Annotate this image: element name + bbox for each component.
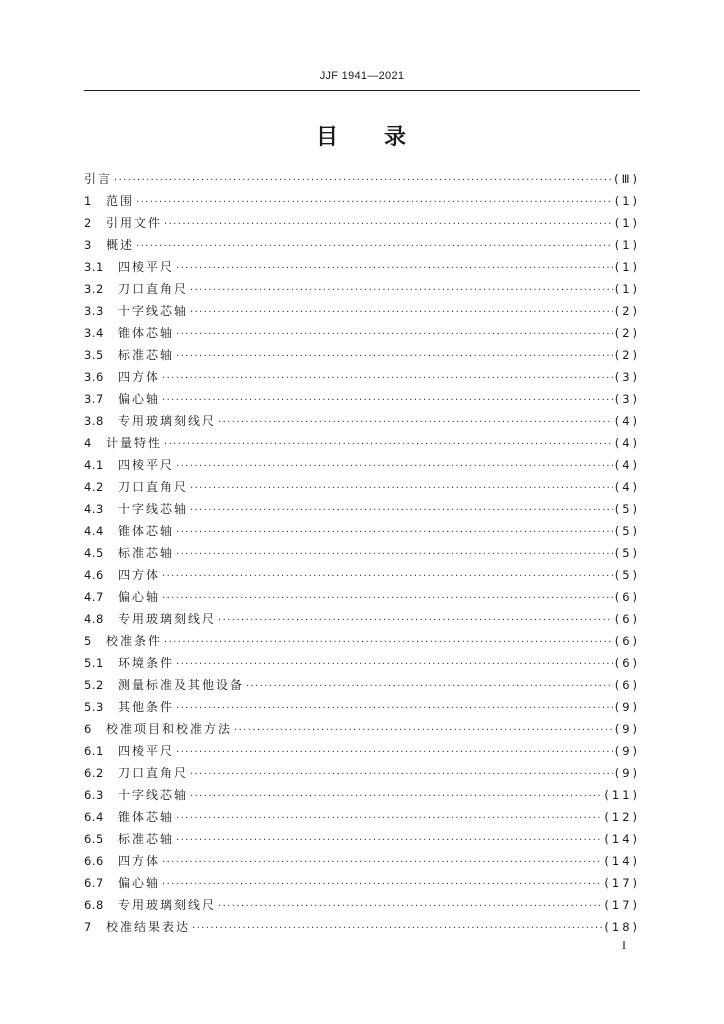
toc-entry-title: 校准结果表达 [106, 920, 191, 934]
toc-dot-leader [176, 258, 613, 280]
toc-dot-leader [190, 764, 613, 786]
toc-entry-number: 4.8 [84, 612, 104, 626]
toc-entry [84, 454, 640, 476]
toc-entry-number: 3.6 [84, 370, 104, 384]
toc-entry-title: 测量标准及其他设备 [118, 678, 245, 692]
toc-dot-leader [190, 786, 602, 808]
toc-entry [84, 586, 640, 608]
toc-entry-title: 范围 [106, 194, 135, 208]
toc-dot-leader [190, 280, 613, 302]
toc-dot-leader [176, 742, 613, 764]
toc-dot-leader [162, 852, 602, 874]
toc-dot-leader [190, 500, 613, 522]
document-code: JJF 1941—2021 [319, 70, 405, 82]
toc-entry [84, 696, 640, 718]
toc-dot-leader [162, 874, 602, 896]
toc-entry [84, 388, 640, 410]
toc-entry-number: 6.5 [84, 832, 104, 846]
toc-entry-number: 6.1 [84, 744, 104, 758]
toc-entry-page: (14) [604, 854, 640, 868]
toc-entry-number: 3.5 [84, 348, 104, 362]
toc-dot-leader [218, 412, 613, 434]
toc-entry-number: 5.1 [84, 656, 104, 670]
toc-entry-title: 专用玻璃刻线尺 [118, 612, 217, 626]
toc-entry [84, 718, 640, 740]
toc-entry-number: 3.4 [84, 326, 104, 340]
toc-entry-number: 5.3 [84, 700, 104, 714]
toc-entry-title: 计量特性 [106, 436, 163, 450]
toc-entry-page: (1) [614, 194, 640, 208]
header-rule [84, 90, 640, 91]
toc-entry [84, 608, 640, 630]
toc-entry-page: (9) [614, 722, 640, 736]
toc-entry [84, 564, 640, 586]
toc-entry-title: 环境条件 [118, 656, 175, 670]
toc-dot-leader [164, 434, 613, 456]
toc-entry-number: 4.6 [84, 568, 104, 582]
toc-entry-title: 校准条件 [106, 634, 163, 648]
toc-entry-title: 刀口直角尺 [118, 282, 189, 296]
toc-entry-title: 四棱平尺 [118, 458, 175, 472]
toc-dot-leader [192, 918, 602, 940]
toc-entry-number: 3.3 [84, 304, 104, 318]
toc-dot-leader [176, 654, 613, 676]
toc-entry-number: 6.6 [84, 854, 104, 868]
toc-entry [84, 212, 640, 234]
toc-entry-title: 引言 [84, 172, 113, 186]
toc-entry [84, 410, 640, 432]
toc-entry-page: (2) [614, 304, 640, 318]
toc-dot-leader [136, 236, 613, 258]
toc-entry-number: 6.3 [84, 788, 104, 802]
toc-entry-page: (2) [614, 348, 640, 362]
toc-entry-number: 1 [84, 194, 92, 208]
toc-entry-page: (5) [614, 568, 640, 582]
toc-entry-page: (5) [614, 546, 640, 560]
toc-entry [84, 366, 640, 388]
toc-entry-page: (18) [604, 920, 640, 934]
toc-entry-page: (17) [604, 876, 640, 890]
page-number: I [622, 938, 626, 952]
toc-entry-title: 概述 [106, 238, 135, 252]
toc-entry-title: 偏心轴 [118, 590, 161, 604]
toc-entry-title: 刀口直角尺 [118, 480, 189, 494]
page-title-char-2: 录 [384, 125, 409, 150]
toc-entry-page: (12) [604, 810, 640, 824]
toc-entry-number: 3.1 [84, 260, 104, 274]
toc-entry-title: 专用玻璃刻线尺 [118, 898, 217, 912]
toc-entry-title: 锥体芯轴 [118, 326, 175, 340]
toc-entry-number: 3 [84, 238, 92, 252]
toc-entry-page: (9) [614, 744, 640, 758]
toc-entry-title: 标准芯轴 [118, 546, 175, 560]
toc-dot-leader [176, 698, 613, 720]
toc-entry-number: 2 [84, 216, 92, 230]
toc-dot-leader [162, 390, 613, 412]
toc-entry-title: 锥体芯轴 [118, 524, 175, 538]
toc-dot-leader [164, 214, 613, 236]
toc-entry-number: 4.4 [84, 524, 104, 538]
toc-entry-title: 十字线芯轴 [118, 304, 189, 318]
toc-dot-leader [164, 632, 613, 654]
toc-entry [84, 630, 640, 652]
toc-entry-page: (6) [614, 612, 640, 626]
toc-entry-number: 5 [84, 634, 92, 648]
toc-entry-number: 6.8 [84, 898, 104, 912]
toc-entry [84, 322, 640, 344]
toc-dot-leader [218, 896, 602, 918]
toc-entry-title: 引用文件 [106, 216, 163, 230]
toc-entry [84, 916, 640, 938]
toc-entry [84, 476, 640, 498]
toc-entry-page: (17) [604, 898, 640, 912]
toc-entry [84, 278, 640, 300]
toc-entry-page: (3) [614, 392, 640, 406]
toc-entry-page: (1) [614, 282, 640, 296]
page-title-char-1: 目 [315, 125, 340, 150]
toc-dot-leader [176, 830, 602, 852]
toc-entry-page: (6) [614, 656, 640, 670]
toc-entry-page: (6) [614, 590, 640, 604]
toc-entry [84, 652, 640, 674]
toc-dot-leader [176, 808, 602, 830]
toc-entry [84, 520, 640, 542]
toc-entry-number: 4.7 [84, 590, 104, 604]
toc-entry-number: 4.5 [84, 546, 104, 560]
toc-entry-title: 刀口直角尺 [118, 766, 189, 780]
toc-entry-page: (4) [614, 436, 640, 450]
toc-entry [84, 190, 640, 212]
toc-dot-leader [176, 346, 613, 368]
toc-dot-leader [190, 302, 613, 324]
toc-entry-title: 偏心轴 [118, 876, 161, 890]
toc-dot-leader [162, 368, 613, 390]
toc-dot-leader [176, 544, 613, 566]
toc-entry [84, 234, 640, 256]
toc-dot-leader [176, 522, 613, 544]
toc-dot-leader [162, 566, 613, 588]
toc-entry [84, 872, 640, 894]
toc-entry-title: 专用玻璃刻线尺 [118, 414, 217, 428]
toc-entry [84, 256, 640, 278]
toc-entry-title: 十字线芯轴 [118, 502, 189, 516]
toc-dot-leader [136, 192, 613, 214]
toc-entry-title: 偏心轴 [118, 392, 161, 406]
toc-entry-title: 四棱平尺 [118, 260, 175, 274]
toc-entry-page: (9) [614, 700, 640, 714]
toc-entry-title: 四方体 [118, 370, 161, 384]
toc-dot-leader [114, 170, 612, 192]
toc-entry-page: (4) [614, 458, 640, 472]
toc-entry [84, 300, 640, 322]
toc-entry [84, 674, 640, 696]
toc-entry-number: 6.4 [84, 810, 104, 824]
toc-entry-page: (4) [614, 480, 640, 494]
toc-entry-number: 4 [84, 436, 92, 450]
toc-dot-leader [176, 324, 613, 346]
toc-entry-page: (1) [614, 216, 640, 230]
toc-entry [84, 806, 640, 828]
toc-entry-title: 标准芯轴 [118, 832, 175, 846]
toc-entry-page: (1) [614, 238, 640, 252]
toc-entry-title: 锥体芯轴 [118, 810, 175, 824]
toc-entry-title: 标准芯轴 [118, 348, 175, 362]
toc-entry-page: (5) [614, 502, 640, 516]
toc-dot-leader [162, 588, 613, 610]
toc-entry-page: (6) [614, 678, 640, 692]
toc-dot-leader [176, 456, 613, 478]
toc-entry-page: (9) [614, 766, 640, 780]
toc-entry [84, 740, 640, 762]
toc-entry-title: 四方体 [118, 568, 161, 582]
toc-entry-page: (2) [614, 326, 640, 340]
toc-dot-leader [246, 676, 613, 698]
toc-entry-number: 7 [84, 920, 92, 934]
toc-entry [84, 828, 640, 850]
toc-entry-page: (1) [614, 260, 640, 274]
toc-entry-number: 3.8 [84, 414, 104, 428]
toc-entry-number: 6.7 [84, 876, 104, 890]
toc-entry [84, 784, 640, 806]
toc-entry-page: (5) [614, 524, 640, 538]
toc-entry-number: 6.2 [84, 766, 104, 780]
toc-entry-page: (Ⅲ) [614, 172, 640, 186]
toc-entry-number: 4.1 [84, 458, 104, 472]
toc-entry [84, 168, 640, 190]
toc-entry-title: 四棱平尺 [118, 744, 175, 758]
toc-entry-number: 3.7 [84, 392, 104, 406]
toc-entry-title: 校准项目和校准方法 [106, 722, 233, 736]
page-title [0, 120, 724, 151]
toc-entry-number: 6 [84, 722, 92, 736]
toc-entry-title: 其他条件 [118, 700, 175, 714]
toc-entry [84, 498, 640, 520]
toc-entry [84, 850, 640, 872]
toc-dot-leader [218, 610, 613, 632]
toc-entry-number: 5.2 [84, 678, 104, 692]
toc-dot-leader [190, 478, 613, 500]
toc-entry-page: (4) [614, 414, 640, 428]
toc-entry-number: 4.3 [84, 502, 104, 516]
toc-entry [84, 344, 640, 366]
toc-entry-page: (11) [604, 788, 640, 802]
toc-entry [84, 762, 640, 784]
toc-entry [84, 894, 640, 916]
table-of-contents [84, 168, 640, 938]
toc-entry-title: 四方体 [118, 854, 161, 868]
toc-entry-title: 十字线芯轴 [118, 788, 189, 802]
toc-entry-number: 3.2 [84, 282, 104, 296]
toc-entry [84, 432, 640, 454]
toc-entry-page: (14) [604, 832, 640, 846]
toc-entry-page: (6) [614, 634, 640, 648]
toc-entry-number: 4.2 [84, 480, 104, 494]
toc-entry-page: (3) [614, 370, 640, 384]
toc-entry [84, 542, 640, 564]
toc-dot-leader [234, 720, 613, 742]
